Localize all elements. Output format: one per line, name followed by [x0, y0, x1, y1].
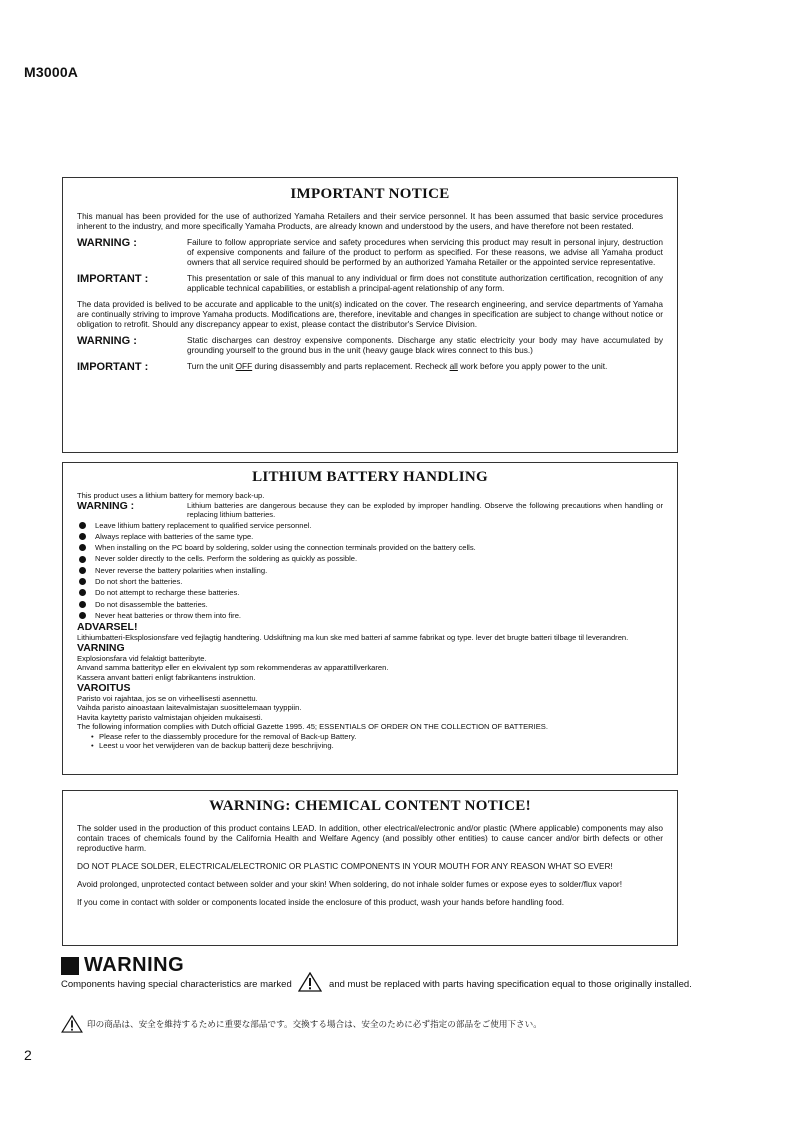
sub-bullet-text: Please refer to the diassembly procedure for the removal of Back-up Battery.	[99, 731, 357, 741]
warning-label: WARNING :	[77, 335, 137, 347]
bullet-text: Leave lithium battery replacement to qualified service personnel.	[95, 520, 312, 530]
important-notice-title: IMPORTANT NOTICE	[290, 186, 450, 202]
bullet-icon	[79, 544, 86, 551]
caution-triangle-icon	[61, 1015, 83, 1033]
bullet-icon	[79, 601, 86, 608]
chemical-paragraph-2: DO NOT PLACE SOLDER, ELECTRICAL/ELECTRONIC OR PLASTIC COMPONENTS IN YOUR MOUTH FOR ANY REASON WHAT SO EVER!	[77, 861, 613, 871]
varoitus-line: Havita kaytetty paristo valmistajan ohjeiden mukaisesti.	[77, 712, 263, 722]
varning-line: Anvand samma batterityp eller en ekvivalent typ som rekommenderas av apparattillverkaren.	[77, 663, 389, 673]
notice-data-paragraph: The data provided is belived to be accurate and applicable to the unit(s) indicated on the cover. The research engineering, and service departments of Yamaha are continually striving to improve Yamaha products. Modifications are, therefore, inevitable and changes in specification are subject to change without notice or obligation to retrofit. Should any discrepancy appear to exist, please contact the distributor's Service Division.	[77, 299, 663, 329]
all-emphasis: all	[449, 361, 458, 371]
list-item	[77, 542, 663, 553]
list-item	[77, 576, 663, 587]
chemical-notice-box	[62, 790, 678, 946]
important-text: This presentation or sale of this manual to any individual or firm does not constitute authorization certification, recognition of any applicable technical capabilities, or establish a principal-agent relationship of any form.	[187, 273, 663, 293]
warning-title: WARNING	[84, 954, 185, 976]
bullet-text: When installing on the PC board by soldering, solder using the connection terminals provided on the battery cells.	[95, 543, 476, 553]
japanese-text: 印の商品は、安全を維持するために重要な部品です。交換する場合は、安全のために必ず指定の部品をご使用下さい。	[87, 1020, 542, 1030]
bullet-icon	[79, 567, 86, 574]
lithium-bullet-list	[77, 520, 663, 622]
important-text-a: Turn the unit	[187, 361, 236, 371]
list-item	[77, 520, 663, 531]
bullet-text: Always replace with batteries of the same type.	[95, 531, 254, 541]
bullet-icon	[79, 522, 86, 529]
sub-list-item	[77, 741, 663, 751]
varning-line: Explosionsfara vid felaktigt batteribyte.	[77, 653, 207, 663]
list-item	[77, 587, 663, 598]
lithium-battery-title: LITHIUM BATTERY HANDLING	[252, 469, 488, 485]
warning-label: WARNING :	[77, 499, 135, 512]
varoitus-line: Vaihda paristo ainoastaan laitevalmistajan suosittelemaan tyyppiin.	[77, 703, 302, 713]
lithium-warning	[77, 501, 663, 520]
list-item	[77, 565, 663, 576]
warning-paragraph	[61, 972, 701, 992]
warning-label: WARNING :	[77, 237, 137, 249]
bullet-icon	[79, 556, 86, 563]
bullet-icon	[79, 589, 86, 596]
sub-bullet-text: Leest u voor het verwijderen van de backup batterij deze beschrijving.	[99, 741, 334, 751]
important-text	[187, 361, 663, 373]
list-item	[77, 599, 663, 610]
bullet-text: Never solder directly to the cells. Perform the soldering as quickly as possible.	[95, 554, 358, 564]
sub-bullet-icon: •	[91, 741, 94, 751]
important-notice-box	[62, 177, 678, 453]
important-label: IMPORTANT :	[77, 273, 149, 285]
notice-warning-2	[77, 335, 663, 355]
bullet-text: Do not short the batteries.	[95, 576, 183, 586]
varoitus-heading: VAROITUS	[77, 682, 131, 695]
advarsel-heading: ADVARSEL!	[77, 621, 138, 634]
caution-triangle-icon	[298, 972, 322, 992]
warning-text-a: Components having special characteristics are marked	[61, 979, 292, 990]
lithium-battery-box	[62, 462, 678, 775]
notice-intro: This manual has been provided for the use of authorized Yamaha Retailers and their service personnel. It has been assumed that basic service procedures inherent to the industry, and more specifically Yamaha Products, are already known and understood by the users, and have therefore not been restated.	[77, 211, 663, 231]
bullet-icon	[79, 578, 86, 585]
important-text-c: work before you apply power to the unit.	[457, 361, 608, 371]
notice-important-1	[77, 273, 663, 293]
important-text-b: during disassembly and parts replacement. Recheck	[252, 361, 450, 371]
bullet-text: Never reverse the battery polarities when installing.	[95, 565, 268, 575]
warning-text: Failure to follow appropriate service and safety procedures when servicing this product may result in personal injury, destruction of expensive components and failure of the product to perform as specified. For these reasons, we advise all Yamaha product owners that all service required should be performed by an authorized Yamaha Retailer or the appointed service representative.	[187, 237, 663, 267]
chemical-notice-title: WARNING: CHEMICAL CONTENT NOTICE!	[209, 798, 531, 814]
list-item	[77, 531, 663, 542]
dutch-gazette-line: The following information complies with Dutch official Gazette 1995. 45; ESSENTIALS OF ORDER ON THE COLLECTION OF BATTERIES.	[77, 722, 548, 732]
japanese-note	[61, 1015, 542, 1033]
advarsel-text: Lithiumbatteri-Eksplosionsfare ved fejlagtig handtering. Udskiftning ma kun ske med batteri af samme fabrikat og type. lever det brugte batteri tilbage til leverandren.	[77, 632, 629, 642]
varning-heading: VARNING	[77, 642, 125, 655]
varning-line: Kassera anvant batteri enligt fabrikantens instruktion.	[77, 672, 256, 682]
bullet-icon	[79, 612, 86, 619]
chemical-paragraph-1: The solder used in the production of this product contains LEAD. In addition, other electrical/electronic and/or plastic (Where applicable) components may also contain traces of chemicals found by the California Health and Welfare Agency (and possibly other entities) to cause cancer and/or birth defects or other reproductive harm.	[77, 823, 663, 853]
sub-bullet-icon: •	[91, 731, 94, 741]
bullet-text: Never heat batteries or throw them into fire.	[95, 610, 242, 620]
list-item	[77, 553, 663, 564]
bullet-text: Do not disassemble the batteries.	[95, 599, 208, 609]
notice-warning-1	[77, 237, 663, 267]
important-label: IMPORTANT :	[77, 361, 149, 373]
page-number: 2	[24, 1047, 32, 1063]
warning-text: Lithium batteries are dangerous because they can be exploded by improper handling. Observe the following precautions when handling or replacing lithium batteries.	[187, 500, 663, 519]
sub-list-item	[77, 732, 663, 742]
off-emphasis: OFF	[235, 361, 253, 371]
chemical-paragraph-4: If you come in contact with solder or components located inside the enclosure of this product, wash your hands before handling food.	[77, 897, 565, 907]
list-item	[77, 610, 663, 621]
warning-text: Static discharges can destroy expensive components. Discharge any static electricity your body may have accumulated by grounding yourself to the ground bus in the unit (heavy gauge black wires connect to this bus.)	[187, 335, 663, 355]
model-number: M3000A	[24, 64, 79, 80]
warning-text-b: and must be replaced with parts having specification equal to those originally installed.	[329, 979, 692, 990]
notice-important-2	[77, 361, 663, 373]
varoitus-line: Paristo voi rajahtaa, jos se on virheellisesti asennettu.	[77, 693, 258, 703]
chemical-paragraph-3: Avoid prolonged, unprotected contact between solder and your skin! When soldering, do not inhale solder fumes or expose eyes to solder/flux vapor!	[77, 879, 623, 889]
bullet-icon	[79, 533, 86, 540]
bullet-text: Do not attempt to recharge these batteries.	[95, 588, 240, 598]
lithium-intro: This product uses a lithium battery for memory back-up.	[77, 491, 265, 500]
